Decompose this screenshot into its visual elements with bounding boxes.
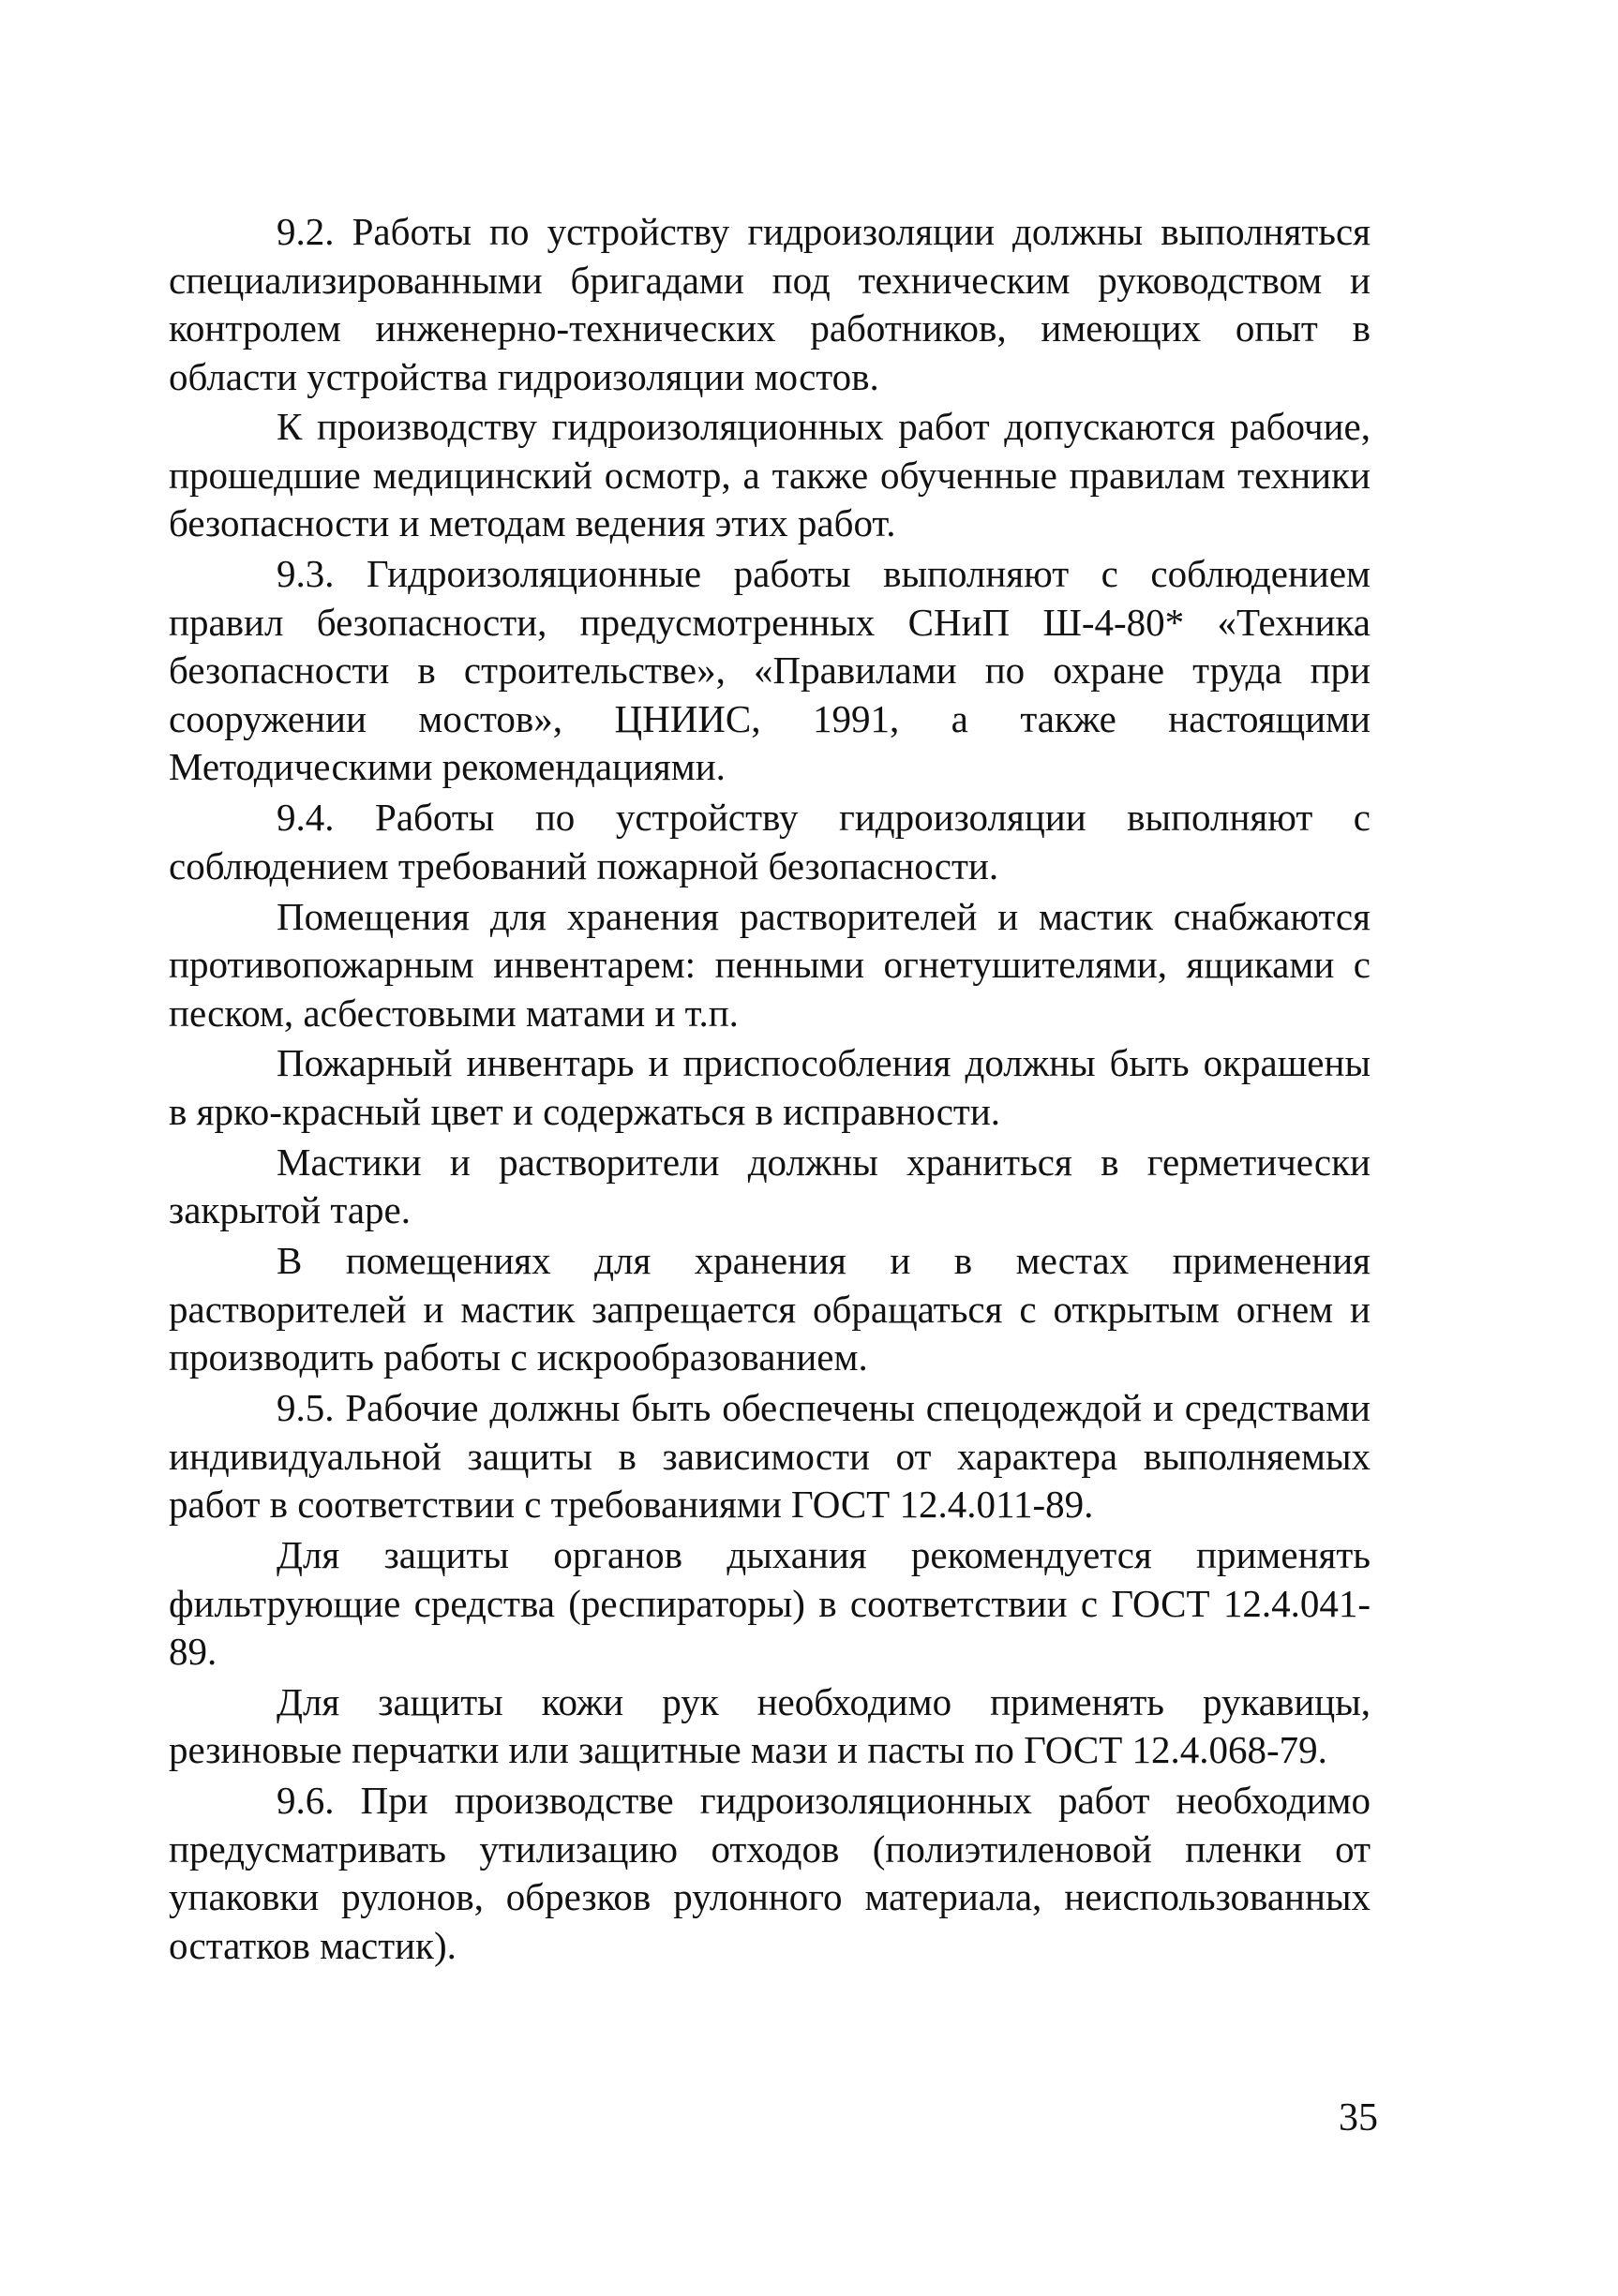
paragraph-open-fire-ban: В помещениях для хранения и в местах применения растворителей и мастик запрещается обращаться с открытым огнем и производить работы с искрообразованием. <box>169 1239 1371 1379</box>
paragraph-storage-rooms: Помещения для хранения растворителей и мастик снабжаются противопожарным инвентарем: пенными огнетушителями, ящиками с песком, асбестовыми матами и т.п. <box>169 894 1371 1035</box>
paragraph-respiratory-protection: Для защиты органов дыхания рекомендуется применять фильтрующие средства (респираторы) в соответствии с ГОСТ 12.4.041-89. <box>169 1533 1371 1674</box>
page-number: 35 <box>1339 2096 1378 2139</box>
paragraph-admission: К производству гидроизоляционных работ допускаются рабочие, прошедшие медицинский осмотр, а также обученные правилам техники безопасности и методам ведения этих работ. <box>169 405 1371 545</box>
paragraph-hand-protection: Для защиты кожи рук необходимо применять рукавицы, резиновые перчатки или защитные мази и пасты по ГОСТ 12.4.068-79. <box>169 1679 1371 1772</box>
paragraph-fire-equipment: Пожарный инвентарь и приспособления должны быть окрашены в ярко-красный цвет и содержаться в исправности. <box>169 1041 1371 1133</box>
body-text <box>169 208 1371 1973</box>
paragraph-9-4: 9.4. Работы по устройству гидроизоляции выполняют с соблюдением требований пожарной безопасности. <box>169 796 1371 887</box>
paragraph-9-3: 9.3. Гидроизоляционные работы выполняют с соблюдением правил безопасности, предусмотренных СНиП Ш-4-80* «Техника безопасности в строительстве», «Правилами по охране труда при сооружении мостов», ЦНИИС, 1991, а также настоящими Методическими рекомендациями. <box>169 552 1371 789</box>
paragraph-9-6: 9.6. При производстве гидроизоляционных работ необходимо предусматривать утилизацию отходов (полиэтиленовой пленки от упаковки рулонов, обрезков рулонного материала, неиспользованных остатков мастик). <box>169 1779 1371 1967</box>
paragraph-9-2: 9.2. Работы по устройству гидроизоляции должны выполняться специализированными бригадами под техническим руководством и контролем инженерно-технических работников, имеющих опыт в области устройства гидроизоляции мостов. <box>169 210 1371 398</box>
paragraph-sealed-containers: Мастики и растворители должны храниться в герметически закрытой таре. <box>169 1140 1371 1232</box>
paragraph-9-5: 9.5. Рабочие должны быть обеспечены спецодеждой и средствами индивидуальной защиты в зависимости от характера выполняемых работ в соответствии с требованиями ГОСТ 12.4.011-89. <box>169 1386 1371 1527</box>
